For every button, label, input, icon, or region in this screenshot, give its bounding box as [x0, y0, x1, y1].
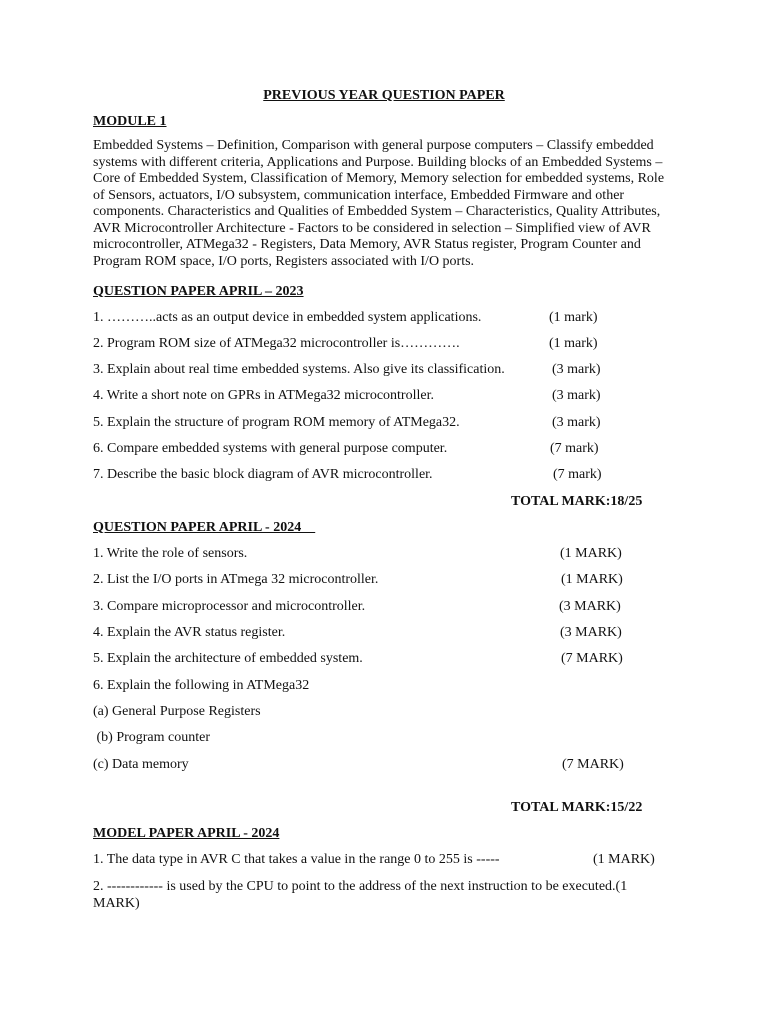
question-2023-2: 2. Program ROM size of ATMega32 microcontroller is…………. — [93, 336, 460, 351]
mark-2024-6: (7 MARK) — [562, 757, 624, 772]
question-2024-4: 4. Explain the AVR status register. — [93, 625, 286, 640]
mark-2023-1: (1 mark) — [549, 310, 598, 325]
question-2023-1: 1. ………..acts as an output device in embedded system applications. — [93, 310, 482, 325]
mark-2023-6: (7 mark) — [550, 441, 599, 456]
question-2023-3: 3. Explain about real time embedded systems. Also give its classification. — [93, 362, 505, 377]
mark-2024-1: (1 MARK) — [560, 546, 622, 561]
question-2023-4: 4. Write a short note on GPRs in ATMega32 microcontroller. — [93, 388, 434, 403]
question-2024-5: 5. Explain the architecture of embedded system. — [93, 651, 363, 666]
paper-2023-heading: QUESTION PAPER APRIL – 2023 — [93, 284, 304, 299]
module-syllabus: Embedded Systems – Definition, Comparison with general purpose computers – Classify embedded systems with different criteria, Applications and Purpose. Building blocks of an Embedded Systems – Core of Embedded System, Classification of Memory, Memory selection for embedded systems, Role of Sensors, actuators, I/O subsystem, communication interface, Embedded Firmware and other components. Characteristics and Qualities of Embedded System – Characteristics, Quality Attributes, AVR Microcontroller Architecture - Factors to be considered in selection – Simplified view of AVR microcontroller, ATMega32 - Registers, Data Memory, AVR Status register, Program Counter and Program ROM space, I/O ports, Registers associated with I/O ports. — [93, 138, 665, 269]
total-mark-2023: TOTAL MARK:18/25 — [511, 494, 643, 509]
module-heading: MODULE 1 — [93, 114, 167, 129]
question-2023-5: 5. Explain the structure of program ROM memory of ATMega32. — [93, 415, 460, 430]
mark-2024-5: (7 MARK) — [561, 651, 623, 666]
mark-2023-7: (7 mark) — [553, 467, 602, 482]
mark-2023-2: (1 mark) — [549, 336, 598, 351]
question-2024-6: 6. Explain the following in ATMega32 — [93, 678, 310, 693]
total-mark-2024: TOTAL MARK:15/22 — [511, 800, 643, 815]
question-2024-6a: (a) General Purpose Registers — [93, 704, 261, 719]
paper-2024-heading: QUESTION PAPER APRIL - 2024 — [93, 520, 316, 535]
question-2023-6: 6. Compare embedded systems with general purpose computer. — [93, 441, 448, 456]
question-2023-7: 7. Describe the basic block diagram of AVR microcontroller. — [93, 467, 433, 482]
question-2024-6b: (b) Program counter — [93, 730, 211, 745]
question-2024-6c: (c) Data memory — [93, 757, 189, 772]
model-question-1: 1. The data type in AVR C that takes a value in the range 0 to 255 is ----- — [93, 852, 500, 867]
mark-2023-4: (3 mark) — [552, 388, 601, 403]
mark-2024-2: (1 MARK) — [561, 572, 623, 587]
page-title: PREVIOUS YEAR QUESTION PAPER — [263, 88, 505, 103]
question-2024-3: 3. Compare microprocessor and microcontroller. — [93, 599, 366, 614]
model-mark-1: (1 MARK) — [593, 852, 655, 867]
mark-2023-3: (3 mark) — [552, 362, 601, 377]
question-2024-2: 2. List the I/O ports in ATmega 32 microcontroller. — [93, 572, 379, 587]
model-question-2: 2. ------------ is used by the CPU to point to the address of the next instruction to be executed.(1 MARK) — [93, 879, 628, 911]
question-2024-1: 1. Write the role of sensors. — [93, 546, 248, 561]
model-paper-heading: MODEL PAPER APRIL - 2024 — [93, 826, 280, 841]
mark-2023-5: (3 mark) — [552, 415, 601, 430]
mark-2024-4: (3 MARK) — [560, 625, 622, 640]
mark-2024-3: (3 MARK) — [559, 599, 621, 614]
